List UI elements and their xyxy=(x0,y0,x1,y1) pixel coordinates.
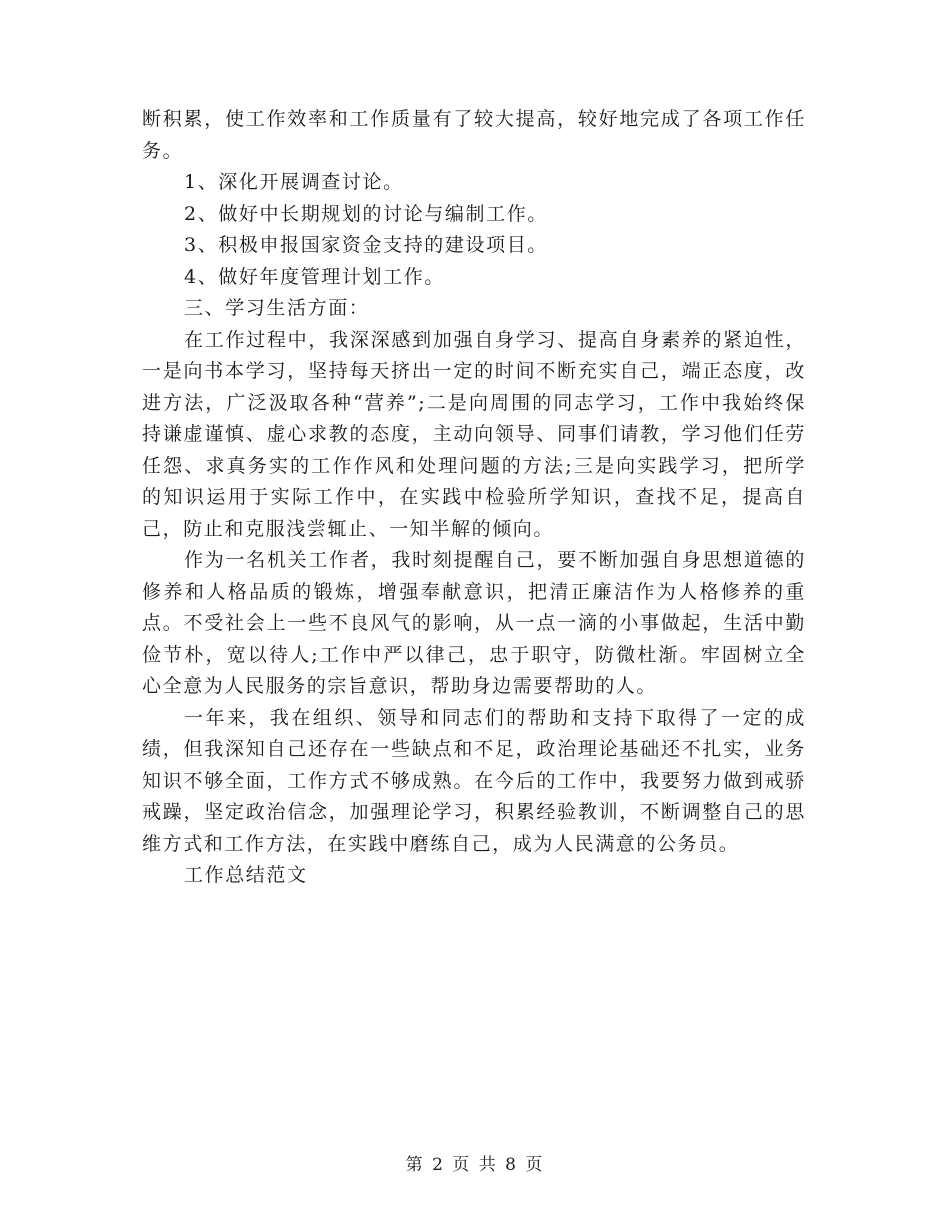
paragraph-summary: 一年来，我在组织、领导和同志们的帮助和支持下取得了一定的成绩，但我深知自己还存在一些缺点和不足，政治理论基础还不扎实，业务知识不够全面，工作方式不够成熟。在今后的工作中，我要努力做到戒骄戒躁，坚定政治信念，加强理论学习，积累经验教训，不断调整自己的思维方式和工作方法，在实践中磨练自己，成为人民满意的公务员。 xyxy=(142,706,806,855)
list-item-1: 1、深化开展调查讨论。 xyxy=(184,171,404,193)
section-heading: 三、学习生活方面： xyxy=(184,297,370,319)
list-item-2: 2、做好中长期规划的讨论与编制工作。 xyxy=(184,202,548,225)
paragraph-ethics: 作为一名机关工作者，我时刻提醒自己，要不断加强自身思想道德的修养和人格品质的锻炼，增强奉献意识，把清正廉洁作为人格修养的重点。不受社会上一些不良风气的影响，从一点一滴的小事做起，生活中勤俭节朴，宽以待人;工作中严以律己，忠于职守，防微杜渐。牢固树立全心全意为人民服务的宗旨意识，帮助身边需要帮助的人。 xyxy=(142,549,806,697)
paragraph-learning: 在工作过程中，我深深感到加强自身学习、提高自身素养的紧迫性，一是向书本学习，坚持每天挤出一定的时间不断充实自己，端正态度，改进方法，广泛汲取各种“营养”;二是向周围的同志学习，工作中我始终保持谦虚谨慎、虚心求教的态度，主动向领导、同事们请教，学习他们任劳任怨、求真务实的工作作风和处理问题的方法;三是向实践学习，把所学的知识运用于实际工作中，在实践中检验所学知识，查找不足，提高自己，防止和克服浅尝辄止、一知半解的倾向。 xyxy=(142,328,806,540)
page-number: 第 2 页 共 8 页 xyxy=(405,1155,545,1175)
closing-title: 工作总结范文 xyxy=(184,864,308,886)
list-item-3: 3、积极申报国家资金支持的建设项目。 xyxy=(184,234,548,256)
document-body xyxy=(142,104,806,892)
list-item-4: 4、做好年度管理计划工作。 xyxy=(184,265,445,288)
paragraph-continuation: 断积累，使工作效率和工作质量有了较大提高，较好地完成了各项工作任务。 xyxy=(142,108,806,162)
